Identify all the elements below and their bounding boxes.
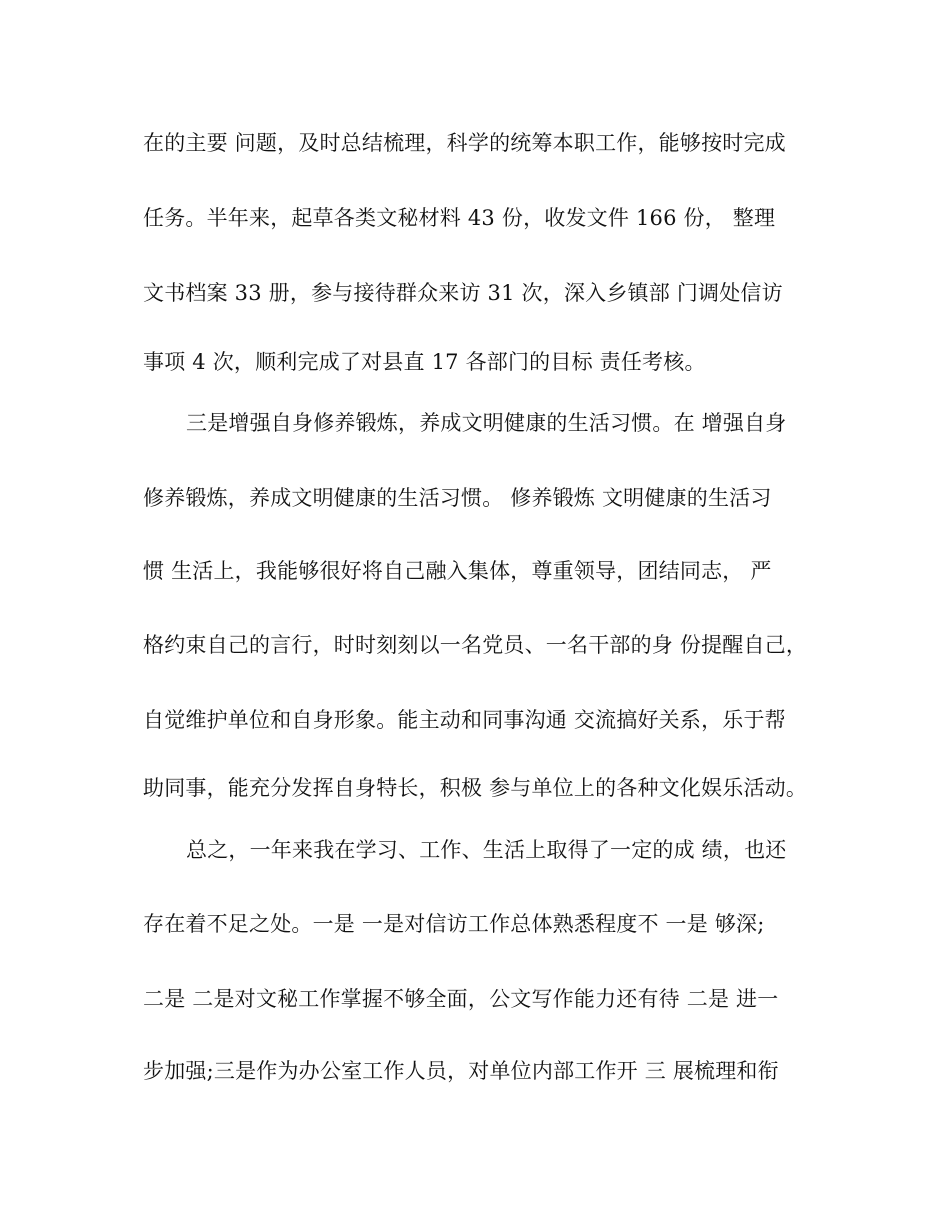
paragraph-start-line: 三是增强自身修养锻炼，养成文明健康的生活习惯。在 增强自身 [186, 411, 787, 435]
text-line: 文书档案 33 册，参与接待群众来访 31 次，深入乡镇部 门调处信访 [143, 281, 783, 305]
text-line: 存在着不足之处。一是 一是对信访工作总体熟悉程度不 一是 够深; [143, 912, 765, 936]
text-line: 事项 4 次，顺利完成了对县直 17 各部门的目标 责任考核。 [143, 350, 706, 374]
text-line: 在的主要 问题，及时总结梳理，科学的统筹本职工作，能够按时完成 [143, 131, 786, 155]
paragraph-start-line: 总之，一年来我在学习、工作、生活上取得了一定的成 绩，也还 [186, 838, 787, 862]
text-line: 助同事，能充分发挥自身特长，积极 参与单位上的各种文化娱乐活动。 [143, 776, 808, 800]
text-line: 格约束自己的言行，时时刻刻以一名党员、一名干部的身 份提醒自己， [143, 633, 808, 657]
text-line: 修养锻炼，养成文明健康的生活习惯。 修养锻炼 文明健康的生活习 [143, 486, 772, 510]
text-line: 步加强;三是作为办公室工作人员，对单位内部工作开 三 展梳理和衔 [143, 1059, 779, 1083]
text-line: 任务。半年来，起草各类文秘材料 43 份，收发文件 166 份， 整理 [143, 206, 776, 230]
text-line: 自觉维护单位和自身形象。能主动和同事沟通 交流搞好关系，乐于帮 [143, 708, 786, 732]
text-line: 惯 生活上，我能够很好将自己融入集体，尊重领导，团结同志， 严 [143, 559, 772, 583]
text-line: 二是 二是对文秘工作掌握不够全面，公文写作能力还有待 二是 进一 [143, 987, 779, 1011]
